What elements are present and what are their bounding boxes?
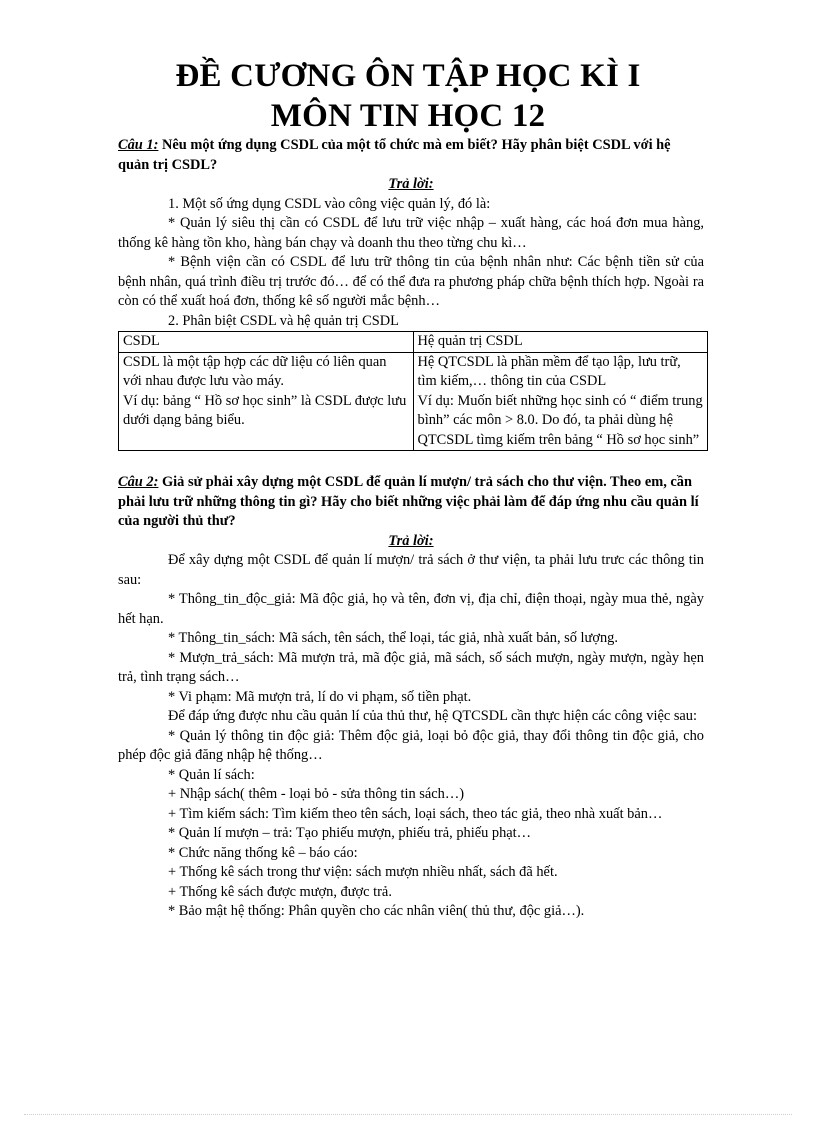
question-1-label: Câu 1: bbox=[118, 137, 159, 153]
table-header-row bbox=[119, 332, 708, 353]
question-1 bbox=[118, 136, 704, 175]
question-2-text: Giả sử phải xây dựng một CSDL để quản lí mượn/ trả sách cho thư viện. Theo em, cần phải lưu trữ những thông tin gì? Hãy cho biết những việc phải làm để đáp ứng nhu cầu quản lí của người thủ thư? bbox=[118, 474, 699, 529]
answer-1-paragraph: 1. Một số ứng dụng CSDL vào công việc quản lý, đó là: bbox=[168, 195, 491, 212]
table-row bbox=[119, 352, 708, 451]
page-bottom-divider bbox=[24, 1114, 792, 1115]
answer-1-paragraph: 2. Phân biệt CSDL và hệ quản trị CSDL bbox=[168, 312, 399, 329]
answer-1-heading: Trả lời: bbox=[388, 176, 434, 192]
answer-2-heading: Trả lời: bbox=[388, 532, 434, 549]
question-1-text: Nêu một ứng dụng CSDL của một tổ chức mà em biết? Hãy phân biệt CSDL với hệ quản trị CSDL? bbox=[118, 137, 671, 173]
table-cell-text: Ví dụ: Muốn biết những học sinh có “ điểm trung bình” các môn > 8.0. Do đó, ta phải dùng hệ QTCSDL tìmg kiếm trên bảng “ Hồ sơ học sinh” bbox=[417, 392, 703, 448]
comparison-table bbox=[118, 331, 708, 451]
answer-1-paragraph: * Quản lý siêu thị cần có CSDL để lưu trữ việc nhập – xuất hàng, các hoá đơn mua hàng, thống kê hàng tồn kho, hàng bán chạy và doanh thu theo từng chu kì… bbox=[118, 215, 704, 251]
document-title-line-1: ĐỀ CƯƠNG ÔN TẬP HỌC KÌ I bbox=[175, 58, 641, 94]
table-header-csdl: CSDL bbox=[119, 332, 414, 353]
table-cell-hqt-csdl bbox=[413, 352, 708, 451]
answer-2-paragraph: * Mượn_trả_sách: Mã mượn trả, mã độc giả, mã sách, số sách mượn, ngày mượn, ngày hẹn trả, tình trạng sách… bbox=[118, 649, 704, 685]
question-2 bbox=[118, 473, 704, 532]
answer-2-paragraph: * Thông_tin_sách: Mã sách, tên sách, thể loại, tác giả, nhà xuất bản, số lượng. bbox=[168, 630, 618, 646]
answer-2-paragraph: * Thông_tin_độc_giả: Mã độc giả, họ và tên, đơn vị, địa chỉ, điện thoại, ngày mua thẻ, ngày hết hạn. bbox=[118, 591, 704, 627]
answer-2-paragraph: + Thống kê sách trong thư viện: sách mượn nhiều nhất, sách đã hết. bbox=[168, 864, 558, 880]
answer-2-paragraph: Để đáp ứng được nhu cầu quản lí của thủ thư, hệ QTCSDL cần thực hiện các công việc sau: bbox=[168, 708, 697, 724]
answer-2-paragraph: * Quản lí sách: bbox=[168, 766, 255, 783]
answer-2-paragraph: + Thống kê sách được mượn, được trả. bbox=[168, 883, 392, 900]
document-title-line-2: MÔN TIN HỌC 12 bbox=[270, 98, 546, 134]
answer-2-paragraph: Để xây dựng một CSDL để quản lí mượn/ trả sách ở thư viện, ta phải lưu trưc các thông tin sau: bbox=[118, 552, 704, 588]
answer-2-paragraph: * Quản lý thông tin độc giả: Thêm độc giả, loại bỏ độc giả, thay đổi thông tin độc giả, cho phép độc giả đăng nhập hệ thống… bbox=[118, 727, 704, 763]
answer-2-paragraph: + Nhập sách( thêm - loại bỏ - sửa thông tin sách…) bbox=[168, 786, 465, 802]
table-cell-text: Ví dụ: bảng “ Hồ sơ học sinh” là CSDL được lưu dưới dạng bảng biểu. bbox=[123, 392, 407, 428]
table-cell-text: CSDL là một tập hợp các dữ liệu có liên quan với nhau được lưu vào máy. bbox=[123, 353, 387, 389]
answer-2-paragraph: * Bảo mật hệ thống: Phân quyền cho các nhân viên( thủ thư, độc giả…). bbox=[168, 903, 585, 919]
answer-2-paragraph: + Tìm kiếm sách: Tìm kiếm theo tên sách, loại sách, theo tác giả, theo nhà xuất bản… bbox=[168, 805, 663, 822]
question-2-label: Câu 2: bbox=[118, 474, 159, 490]
answer-2-paragraph: * Vi phạm: Mã mượn trả, lí do vi phạm, số tiền phạt. bbox=[168, 688, 472, 705]
document-body bbox=[118, 136, 704, 922]
table-cell-text: Hệ QTCSDL là phần mềm để tạo lập, lưu trữ, tìm kiếm,… thông tin của CSDL bbox=[417, 353, 681, 389]
spacer bbox=[118, 451, 704, 473]
table-header-hqt-csdl: Hệ quản trị CSDL bbox=[413, 332, 708, 353]
answer-2-paragraph: * Quản lí mượn – trả: Tạo phiếu mượn, phiếu trả, phiếu phạt… bbox=[168, 825, 532, 841]
answer-2-paragraph: * Chức năng thống kê – báo cáo: bbox=[168, 844, 358, 861]
table-cell-csdl bbox=[119, 352, 414, 451]
answer-1-paragraph: * Bệnh viện cần có CSDL để lưu trữ thông tin của bệnh nhân như: Các bệnh tiền sử của bệnh nhân, quá trình điều trị trước đó… để có thể đưa ra phương pháp chữa bệnh thích hợp. Ngoài ra còn có thể xuất hoá đơn, thống kê số người mắc bệnh… bbox=[118, 254, 704, 309]
